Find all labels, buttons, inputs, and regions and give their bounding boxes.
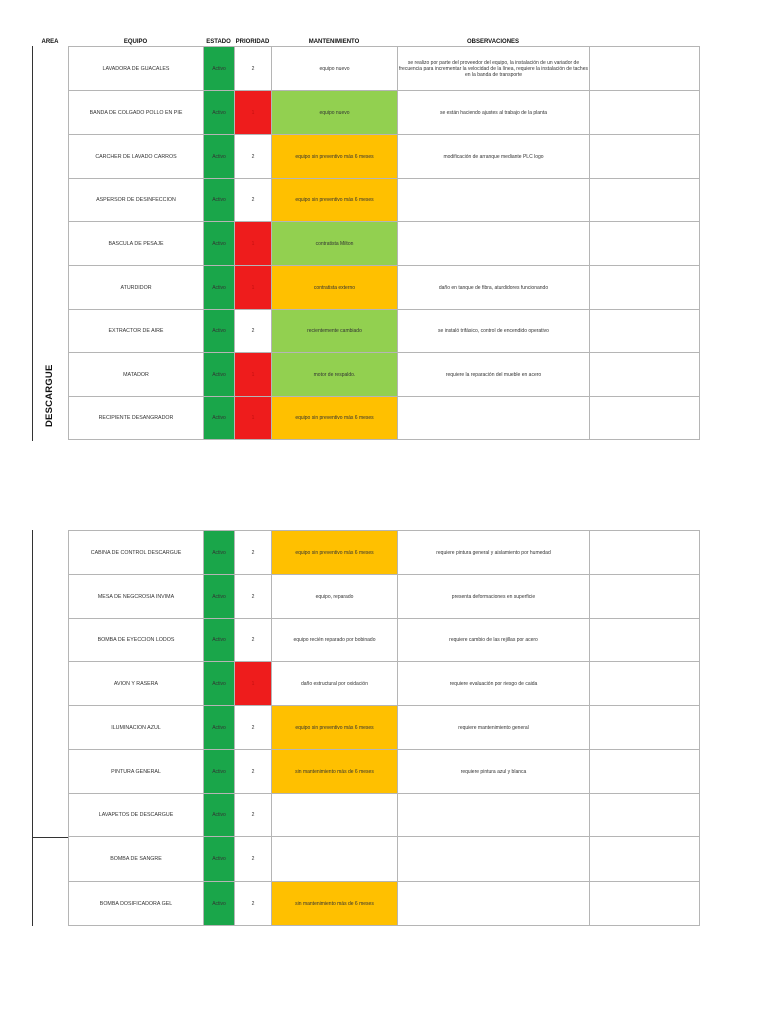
mantenimiento-cell: contratista Milton	[272, 222, 398, 266]
empty-cell	[590, 179, 700, 222]
observaciones-cell: requiere pintura azul y blanca	[398, 750, 590, 794]
estado-cell: Activo	[204, 531, 235, 575]
mantenimiento-cell: equipo nuevo	[272, 47, 398, 91]
prioridad-cell: 2	[235, 837, 272, 882]
mantenimiento-cell: equipo recién reparado por bobinado	[272, 619, 398, 662]
estado-cell: Activo	[204, 706, 235, 750]
prioridad-cell: 2	[235, 575, 272, 619]
empty-cell	[590, 706, 700, 750]
equipo-cell: MATADOR	[69, 353, 204, 397]
estado-cell: Activo	[204, 619, 235, 662]
estado-cell: Activo	[204, 837, 235, 882]
estado-cell: Activo	[204, 662, 235, 706]
table-row	[69, 619, 700, 662]
mantenimiento-cell: sin mantenimiento más de 6 meses	[272, 882, 398, 926]
equipo-cell: BOMBA DOSIFICADORA GEL	[69, 882, 204, 926]
area-border-section1	[32, 46, 33, 441]
prioridad-cell: 1	[235, 662, 272, 706]
table-row	[69, 266, 700, 310]
mantenimiento-cell: equipo nuevo	[272, 91, 398, 135]
prioridad-cell: 2	[235, 47, 272, 91]
prioridad-cell: 2	[235, 882, 272, 926]
equipo-cell: RECIPIENTE DESANGRADOR	[69, 397, 204, 440]
estado-cell: Activo	[204, 750, 235, 794]
estado-cell: Activo	[204, 222, 235, 266]
estado-cell: Activo	[204, 135, 235, 179]
estado-cell: Activo	[204, 310, 235, 353]
equipo-cell: MESA DE NEGCROSIA INVIMA	[69, 575, 204, 619]
header-estado: ESTADO	[206, 39, 231, 45]
table-row	[69, 794, 700, 837]
equipment-table-section2	[68, 530, 700, 926]
observaciones-cell	[398, 837, 590, 882]
observaciones-cell: modificación de arranque mediante PLC logo	[398, 135, 590, 179]
equipo-cell: LAVADORA DE GUACALES	[69, 47, 204, 91]
table-row	[69, 353, 700, 397]
table-row	[69, 575, 700, 619]
table-row	[69, 662, 700, 706]
mantenimiento-cell: equipo sin preventivo más 6 meses	[272, 706, 398, 750]
prioridad-cell: 1	[235, 266, 272, 310]
empty-cell	[590, 222, 700, 266]
equipo-cell: EXTRACTOR DE AIRE	[69, 310, 204, 353]
estado-cell: Activo	[204, 47, 235, 91]
equipo-cell: CABINA DE CONTROL DESCARGUE	[69, 531, 204, 575]
equipo-cell: BOMBA DE EYECCION LODOS	[69, 619, 204, 662]
table-row	[69, 397, 700, 440]
estado-cell: Activo	[204, 91, 235, 135]
observaciones-cell	[398, 794, 590, 837]
mantenimiento-cell	[272, 837, 398, 882]
equipo-cell: BOMBA DE SANGRE	[69, 837, 204, 882]
prioridad-cell: 2	[235, 619, 272, 662]
empty-cell	[590, 882, 700, 926]
table-row	[69, 222, 700, 266]
equipo-cell: CARCHER DE LAVADO CARROS	[69, 135, 204, 179]
mantenimiento-cell: equipo sin preventivo más 6 meses	[272, 179, 398, 222]
empty-cell	[590, 750, 700, 794]
estado-cell: Activo	[204, 882, 235, 926]
prioridad-cell: 1	[235, 91, 272, 135]
estado-cell: Activo	[204, 179, 235, 222]
mantenimiento-cell: equipo sin preventivo más 6 meses	[272, 135, 398, 179]
table-row	[69, 135, 700, 179]
empty-cell	[590, 310, 700, 353]
empty-cell	[590, 135, 700, 179]
observaciones-cell	[398, 882, 590, 926]
mantenimiento-cell: daño estructural por oxidación	[272, 662, 398, 706]
prioridad-cell: 2	[235, 706, 272, 750]
prioridad-cell: 2	[235, 179, 272, 222]
header-mantenimiento: MANTENIMIENTO	[308, 39, 360, 45]
header-equipo: EQUIPO	[123, 39, 148, 45]
equipo-cell: LAVAPETOS DE DESCARGUE	[69, 794, 204, 837]
mantenimiento-cell: equipo, reparado	[272, 575, 398, 619]
estado-cell: Activo	[204, 794, 235, 837]
observaciones-cell	[398, 179, 590, 222]
empty-cell	[590, 531, 700, 575]
observaciones-cell: requiere cambio de las rejillas por acero	[398, 619, 590, 662]
empty-cell	[590, 575, 700, 619]
equipo-cell: ILUMINACION AZUL	[69, 706, 204, 750]
equipo-cell: ASPERSOR DE DESINFECCION	[69, 179, 204, 222]
estado-cell: Activo	[204, 266, 235, 310]
equipo-cell: PINTURA GENERAL	[69, 750, 204, 794]
equipo-cell: BASCULA DE PESAJE	[69, 222, 204, 266]
mantenimiento-cell: equipo sin preventivo más 6 meses	[272, 531, 398, 575]
prioridad-cell: 1	[235, 397, 272, 440]
prioridad-cell: 2	[235, 794, 272, 837]
mantenimiento-cell: sin mantenimiento más de 6 meses	[272, 750, 398, 794]
header-area: AREA	[41, 39, 59, 45]
prioridad-cell: 2	[235, 750, 272, 794]
estado-cell: Activo	[204, 353, 235, 397]
table-row	[69, 91, 700, 135]
mantenimiento-cell: contratista externo	[272, 266, 398, 310]
observaciones-cell: se instaló trifásico, control de encendido operativo	[398, 310, 590, 353]
empty-cell	[590, 397, 700, 440]
mantenimiento-cell	[272, 794, 398, 837]
table-row	[69, 882, 700, 926]
header-prioridad: PRIORIDAD	[235, 39, 270, 45]
equipo-cell: ATURDIDOR	[69, 266, 204, 310]
table-row	[69, 47, 700, 91]
table-row	[69, 706, 700, 750]
observaciones-cell	[398, 397, 590, 440]
empty-cell	[590, 353, 700, 397]
observaciones-cell: daño en tanque de fibra, aturdidores funcionando	[398, 266, 590, 310]
empty-cell	[590, 662, 700, 706]
table-row	[69, 310, 700, 353]
observaciones-cell: se están haciendo ajustes al trabajo de la planta	[398, 91, 590, 135]
observaciones-cell: requiere mantenimiento general	[398, 706, 590, 750]
prioridad-cell: 2	[235, 531, 272, 575]
table-row	[69, 750, 700, 794]
mantenimiento-cell: motor de respaldo.	[272, 353, 398, 397]
estado-cell: Activo	[204, 397, 235, 440]
equipment-table-section1	[68, 46, 700, 440]
observaciones-cell	[398, 222, 590, 266]
equipo-cell: BANDA DE COLGADO POLLO EN PIE	[69, 91, 204, 135]
table-row	[69, 179, 700, 222]
table-row	[69, 531, 700, 575]
prioridad-cell: 1	[235, 353, 272, 397]
empty-cell	[590, 91, 700, 135]
table-row	[69, 837, 700, 882]
estado-cell: Activo	[204, 575, 235, 619]
prioridad-cell: 2	[235, 135, 272, 179]
empty-cell	[590, 47, 700, 91]
area-divider	[32, 837, 68, 838]
prioridad-cell: 2	[235, 310, 272, 353]
empty-cell	[590, 794, 700, 837]
observaciones-cell: se realizo por parte del proveedor del equipo, la instalación de un variador de frecuencia para incrementar la velocidad de la línea, requiere la instalación de taches en la banda de transporte	[398, 47, 590, 91]
empty-cell	[590, 837, 700, 882]
empty-cell	[590, 619, 700, 662]
observaciones-cell: requiere la reparación del mueble en acero	[398, 353, 590, 397]
area-border-section2	[32, 530, 33, 926]
observaciones-cell: presenta deformaciones en superficie	[398, 575, 590, 619]
equipo-cell: AVION Y RASERA	[69, 662, 204, 706]
empty-cell	[590, 266, 700, 310]
observaciones-cell: requiere pintura general y aislamiento por humedad	[398, 531, 590, 575]
observaciones-cell: requiere evaluación por riesgo de caida	[398, 662, 590, 706]
prioridad-cell: 1	[235, 222, 272, 266]
mantenimiento-cell: recientemente cambiado	[272, 310, 398, 353]
area-label: DESCARGUE	[44, 364, 55, 427]
header-observaciones: OBSERVACIONES	[466, 39, 520, 45]
mantenimiento-cell: equipo sin preventivo más 6 meses	[272, 397, 398, 440]
